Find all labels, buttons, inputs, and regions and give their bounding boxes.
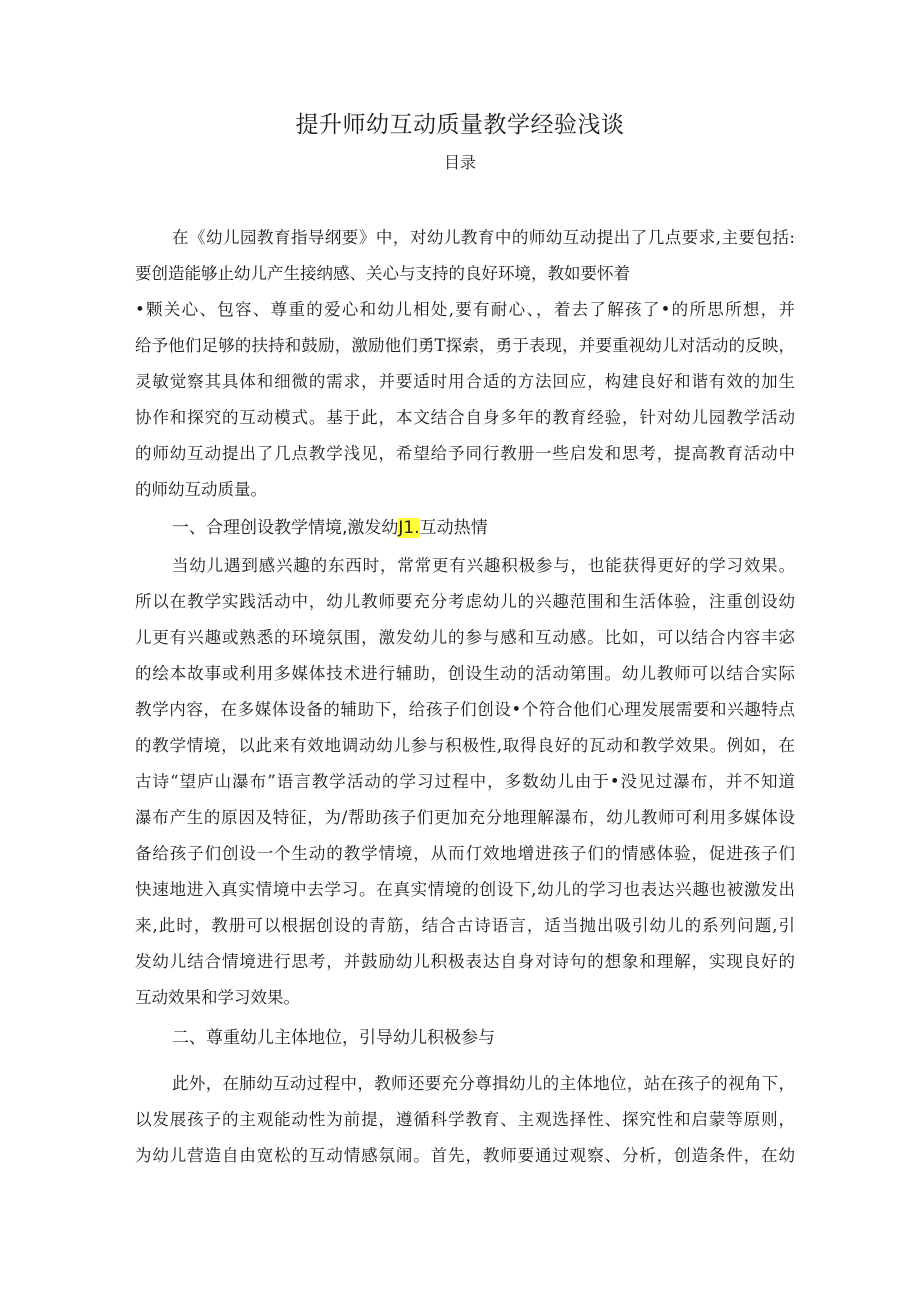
section-1-line-2: 所以在教学实践活动中，幼儿教师要充分考虑幼儿的兴趣范围和生活体验，注重创设幼 — [135, 592, 795, 611]
section-1-line-7: 古诗“望庐山瀑布”语言教学活动的学习过程中，多数幼儿由于•没见过瀑布，并不知道 — [135, 772, 795, 791]
intro-line-4: 给予他们足够的扶持和鼓励，激励他们勇T探索，勇于表现，并要重视幼儿对活动的反映， — [135, 336, 795, 355]
intro-line-1: 在《幼儿园教育指导纲要》中，对幼儿教育中的师幼互动提出了几点要求,主要包括: — [172, 228, 795, 247]
section-1-line-4: 的绘本故事或利用多媒体技术进行辅助，创设生动的活动第围。幼儿教师可以结合实际 — [135, 664, 795, 683]
document-title: 提升师幼互动质量教学经验浅谈 — [295, 112, 625, 138]
section-1-line-8: 瀑布产生的原因及特征，为/帮助孩子们更加充分地理解瀑布，幼儿教师可利用多媒体设 — [135, 808, 795, 827]
toc-label: 目录 — [443, 153, 476, 172]
section-1-line-12: 发幼儿结合情境进行思考，并鼓励幼儿积极表达自身对诗句的想象和理解，实现良好的 — [135, 952, 795, 971]
section-2-line-1: 此外，在肺幼互动过程中，教师还要充分尊揖幼儿的主体地位，站在孩子的视角下， — [172, 1074, 795, 1093]
section-1-heading-tail: 互动热情 — [419, 518, 488, 538]
section-1-line-1: 当幼儿遇到感兴趣的东西时，常常更有兴趣积极参与，也能获得更好的学习效果。 — [172, 556, 795, 575]
section-1-line-13: 互动效果和学习效果。 — [135, 988, 300, 1007]
section-1-line-10: 快速地进入真实情境中去学习。在真实情境的创设下,幼儿的学习也表达兴趣也被激发出 — [135, 880, 795, 899]
section-2-line-2: 以发展孩子的主观能动性为前提，遵循科学教育、主观选择性、探究性和启蒙等原则， — [135, 1110, 795, 1129]
section-1-line-9: 备给孩子们创设一个生动的教学情境，从而仃效地增进孩子们的情感体验，促进孩子们 — [135, 844, 795, 863]
intro-line-7: 的师幼互动提出了几点教学浅见，希望给予同行教册一些启发和思考，提高教育活动中 — [135, 444, 795, 463]
intro-line-5: 灵敏觉察其具体和细微的需求，并要适时用合适的方法回应，构建良好和谐有效的加生 — [135, 372, 795, 391]
intro-line-6: 协作和探究的互动模式。基于此，本文结合自身多年的教育经验，针对幼儿园教学活动 — [135, 408, 795, 427]
section-2-heading: 二、尊重幼儿主体地位，引导幼儿积极参与 — [172, 1028, 495, 1048]
section-2-line-3: 为幼儿营造自由宽松的互动情感氛闹。首先，教师要通过观察、分析，创造条件，在幼 — [135, 1146, 795, 1165]
section-1-line-6: 的教学情境，以此来有效地调动幼儿参与积极性,取得良好的瓦动和教学效果。例如，在 — [135, 736, 795, 755]
section-1-line-3: 儿更有兴趣或熟悉的环境氛围，激发幼儿的参与感和互动感。比如，可以结合内容丰宓 — [135, 628, 795, 647]
intro-line-8: 的师幼互动质量。 — [135, 480, 267, 499]
section-1-line-5: 教学内容，在多媒体设备的辅助下，给孩子们创设•个符合他们心理发展需要和兴趣特点 — [135, 700, 795, 719]
intro-line-3: •颗关心、包容、尊重的爱心和幼儿相处,要有耐心、，着去了解孩了•的所思所想，并 — [135, 300, 795, 319]
section-1-heading-text: 一、合理创设教学情境,激发幼 — [172, 518, 399, 538]
section-1-heading — [172, 510, 795, 546]
intro-line-2: 要创造能够止幼儿产生接纳感、关心与支持的良好环境，教如要怀着 — [135, 264, 630, 283]
highlighted-text: J1. — [398, 518, 420, 538]
section-1-line-11: 来,此时，教册可以根据创设的青筋，结合古诗语言，适当抛出吸引幼儿的系列问题,引 — [135, 916, 795, 935]
